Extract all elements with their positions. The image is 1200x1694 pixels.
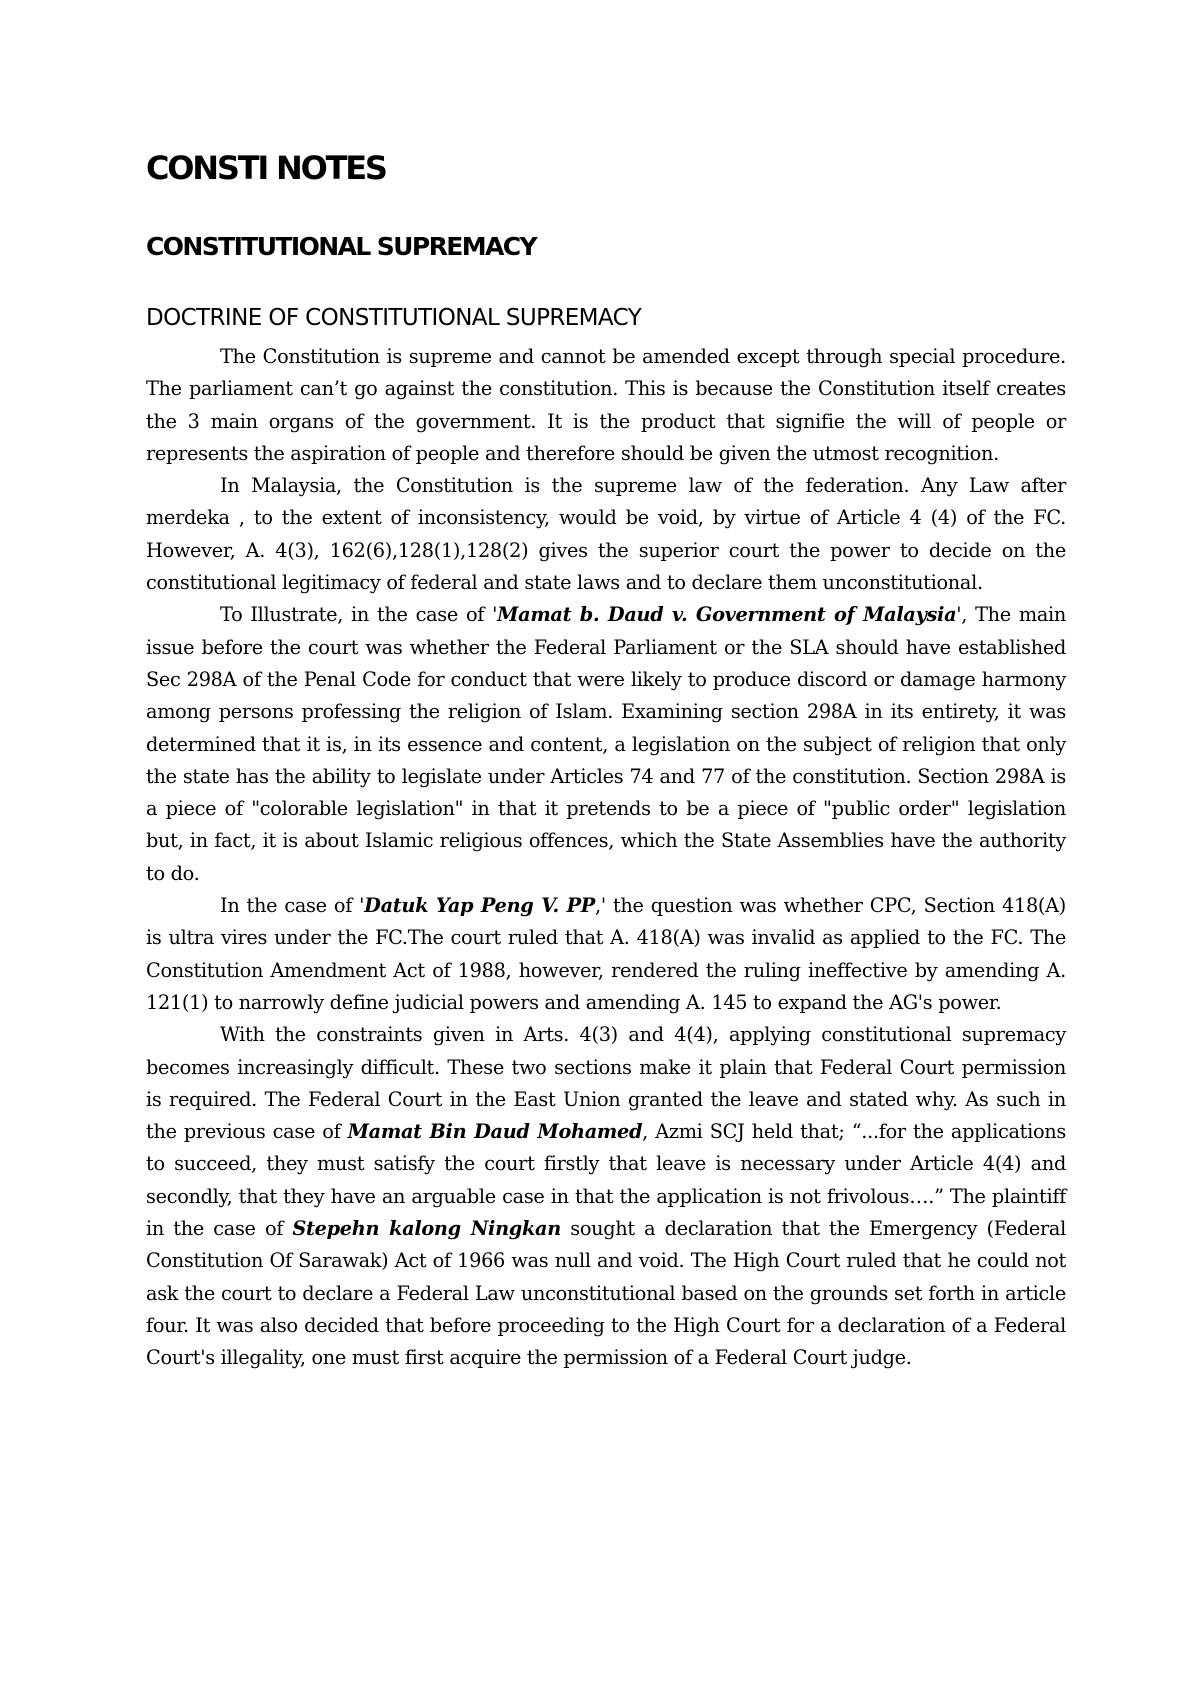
document-content	[146, 140, 1066, 1375]
paragraph-text: ', The main issue before the court was whether the Federal Parliament or the SLA should have established Sec 298A of the Penal Code for conduct that were likely to produce discord or damage harmony among persons professing the religion of Islam. Examining section 298A in its entirety, it was determined that it is, in its essence and content, a legislation on the subject of religion that only the state has the ability to legislate under Articles 74 and 77 of the constitution. Section 298A is a piece of "colorable legislation" in that it pretends to be a piece of "public order" legislation but, in fact, it is about Islamic religious offences, which the State Assemblies have the authority to do.	[146, 603, 1066, 885]
case-name: Mamat b. Daud v. Government of Malaysia	[497, 603, 957, 627]
paragraph-1	[146, 341, 1066, 470]
paragraph-text: With the constraints given in Arts. 4(3) and 4(4), applying constitutional supremacy becomes increasingly difficult. These two sections make it plain that Federal Court permission is required. The Federal Court in the East Union granted the leave and stated why. As such in the previous case of	[146, 1023, 1066, 1144]
paragraph-text: sought a declaration that the Emergency (Federal Constitution Of Sarawak) Act of 1966 was null and void. The High Court ruled that he could not ask the court to declare a Federal Law unconstitutional based on the grounds set forth in article four. It was also decided that before proceeding to the High Court for a declaration of a Federal Court's illegality, one must first acquire the permission of a Federal Court judge.	[146, 1217, 1066, 1370]
document-title: CONSTI NOTES	[146, 149, 386, 187]
paragraph-3	[146, 599, 1066, 890]
section-heading: CONSTITUTIONAL SUPREMACY	[146, 232, 536, 261]
paragraph-text: , Azmi SCJ held that; “...for the applications to succeed, they must satisfy the court firstly that leave is necessary under Article 4(4) and secondly, that they have an arguable case in that the application is not frivolous….” The plaintiff in the case of	[146, 1120, 1066, 1241]
paragraph-2	[146, 470, 1066, 599]
paragraph-4	[146, 890, 1066, 1019]
case-name: Datuk Yap Peng V. PP	[364, 894, 596, 918]
paragraph-text: In Malaysia, the Constitution is the supreme law of the federation. Any Law after merdeka , to the extent of inconsistency, would be void, by virtue of Article 4 (4) of the FC. However, A. 4(3), 162(6),128(1),128(2) gives the superior court the power to decide on the constitutional legitimacy of federal and state laws and to declare them unconstitutional.	[146, 474, 1066, 595]
body-text	[146, 341, 1066, 1375]
paragraph-text: In the case of '	[220, 894, 365, 918]
paragraph-text: ,' the question was whether CPC, Section 418(A) is ultra vires under the FC.The court ruled that A. 418(A) was invalid as applied to the FC. The Constitution Amendment Act of 1988, however, rendered the ruling ineffective by amending A. 121(1) to narrowly define judicial powers and amending A. 145 to expand the AG's power.	[146, 894, 1066, 1014]
paragraph-text: To Illustrate, in the case of '	[220, 603, 498, 627]
case-name: Stepehn kalong Ningkan	[292, 1217, 561, 1241]
case-name: Mamat Bin Daud Mohamed	[347, 1120, 643, 1144]
paragraph-5	[146, 1019, 1066, 1374]
paragraph-text: The Constitution is supreme and cannot be amended except through special procedure. The parliament can’t go against the constitution. This is because the Constitution itself creates the 3 main organs of the government. It is the product that signifie the will of people or represents the aspiration of people and therefore should be given the utmost recognition.	[146, 345, 1066, 465]
sub-heading: DOCTRINE OF CONSTITUTIONAL SUPREMACY	[146, 305, 642, 331]
